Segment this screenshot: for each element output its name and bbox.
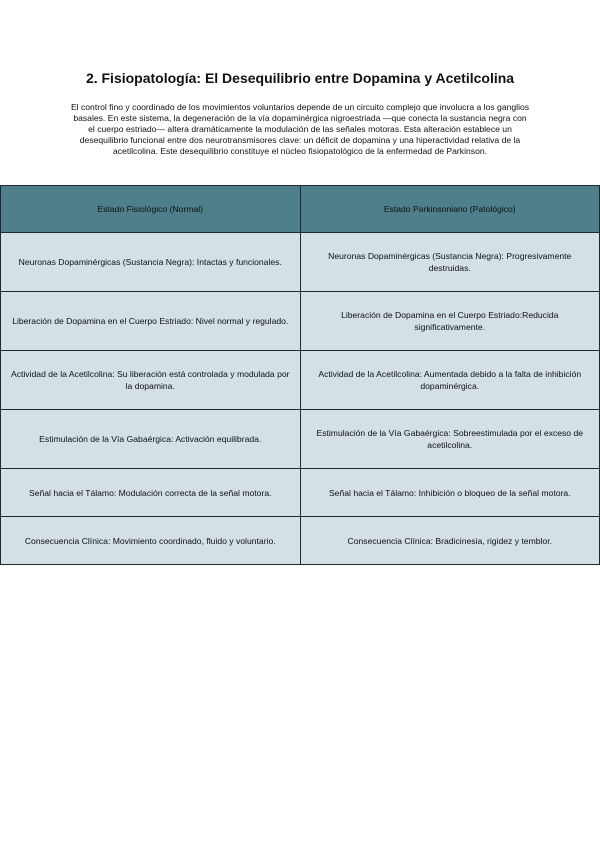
header-normal: Estado Fisiológico (Normal) [1,186,301,233]
header-parkinsonian: Estado Parkinsoniano (Patológico) [300,186,600,233]
table-row [1,233,600,292]
intro-paragraph: El control fino y coordinado de los movimientos voluntarios depende de un circuito complejo que involucra a los ganglios basales. En este sistema, la degeneración de la vía dopaminérgica nigroestriada —que conecta la sustancia negra con el cuerpo estriado— altera dramáticamente la modulación de las señales motoras. Esta alteración establece un desequilibrio funcional entre dos neurotransmisores clave: un déficit de dopamina y una hiperactividad relativa de la acetilcolina. Este desequilibrio constituye el núcleo fisiopatológico de la enfermedad de Parkinson. [70,102,530,156]
cell-parkinsonian: Consecuencia Clínica: Bradicinesia, rigidez y temblor. [300,517,600,565]
table-header-row [1,186,600,233]
cell-normal: Neuronas Dopaminérgicas (Sustancia Negra): Intactas y funcionales. [1,233,301,292]
cell-normal: Liberación de Dopamina en el Cuerpo Estriado: Nivel normal y regulado. [1,292,301,351]
cell-parkinsonian: Estimulación de la Vía Gabaérgica: Sobreestimulada por el exceso de acetilcolina. [300,410,600,469]
cell-parkinsonian: Liberación de Dopamina en el Cuerpo Estriado:Reducida significativamente. [300,292,600,351]
table-row [1,351,600,410]
cell-parkinsonian: Neuronas Dopaminérgicas (Sustancia Negra): Progresivamente destruidas. [300,233,600,292]
cell-parkinsonian: Actividad de la Acetilcolina: Aumentada debido a la falta de inhibición dopaminérgica. [300,351,600,410]
table-row [1,410,600,469]
cell-parkinsonian: Señal hacia el Tálamo: Inhibición o bloqueo de la señal motora. [300,469,600,517]
table-row [1,469,600,517]
cell-normal: Consecuencia Clínica: Movimiento coordinado, fluido y voluntario. [1,517,301,565]
comparison-table [0,185,600,565]
cell-normal: Actividad de la Acetilcolina: Su liberación está controlada y modulada por la dopamina. [1,351,301,410]
cell-normal: Señal hacia el Tálamo: Modulación correcta de la señal motora. [1,469,301,517]
section-title: 2. Fisiopatología: El Desequilibrio entre Dopamina y Acetilcolina [85,70,515,86]
cell-normal: Estimulación de la Vía Gabaérgica: Activación equilibrada. [1,410,301,469]
table-row [1,292,600,351]
table-row [1,517,600,565]
